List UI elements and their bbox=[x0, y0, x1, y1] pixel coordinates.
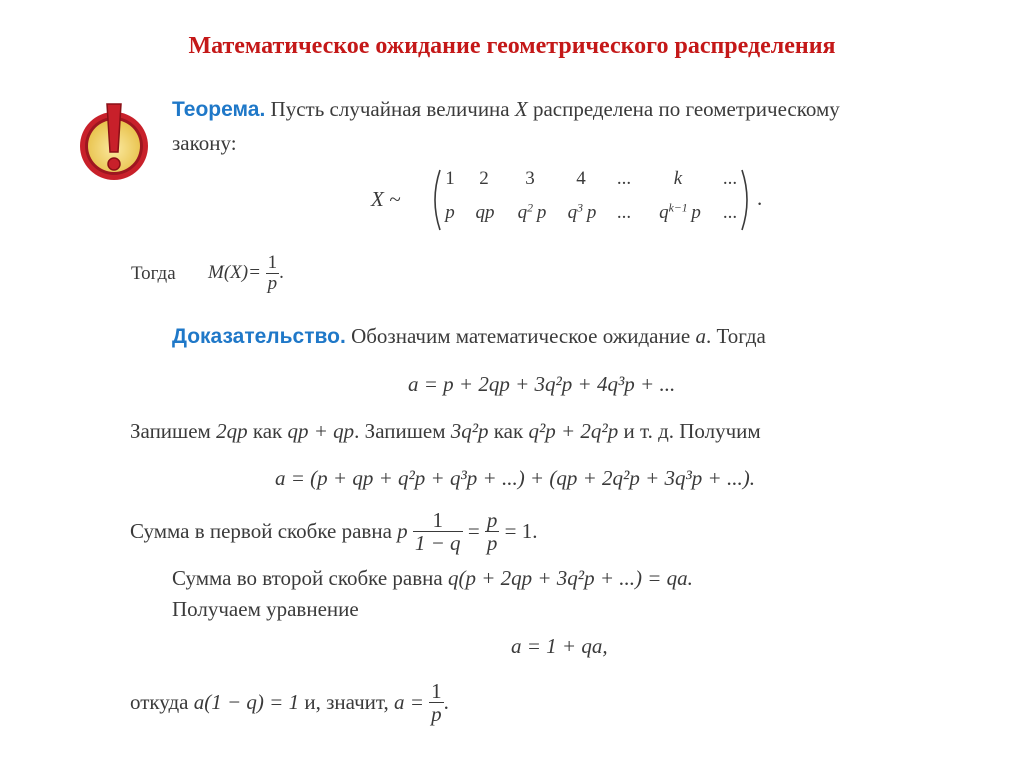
equation-1: a = p + 2qp + 3q²p + 4q³p + ... bbox=[408, 372, 676, 396]
theorem-text-2: распределена по геометрическому bbox=[532, 97, 840, 121]
proof-label: Доказательство. bbox=[172, 325, 346, 348]
proof-line-1: Доказательство. Обозначим математическое ожидание a. Тогда bbox=[172, 324, 766, 348]
theorem-label: Теорема. bbox=[172, 98, 266, 121]
row2-cell: ... bbox=[722, 202, 738, 223]
row2-cell: $q^3$ p bbox=[567, 201, 597, 223]
proof-line-2: Запишем 2qp как qp + qp. Запишем 3q²p как q²p + 2q²p и т. д. Получим bbox=[130, 419, 761, 443]
sum-first-line: Сумма в первой скобке равна p $\frac{1}{1 - q}$ = $\frac{p}{p}$ = 1. bbox=[130, 508, 538, 556]
row1-cell: k bbox=[673, 168, 683, 189]
theorem-text-1: Пусть случайная величина bbox=[270, 97, 510, 121]
dist-end: . bbox=[757, 186, 763, 210]
exclamation-warning-icon bbox=[78, 100, 150, 186]
equation-3: a = 1 + qa, bbox=[511, 634, 608, 658]
row1-cell: 4 bbox=[576, 168, 586, 189]
row2-cell: p bbox=[445, 202, 455, 223]
get-equation-text: Получаем уравнение bbox=[172, 597, 359, 621]
row2-cell: $q^{k-1}$ p bbox=[659, 201, 701, 223]
theorem-var-x: X bbox=[514, 97, 528, 121]
final-fraction: $\frac{1}{p}$ bbox=[431, 679, 442, 727]
row1-cell: ... bbox=[722, 168, 738, 189]
sum1-fraction: $\frac{1}{1 - q}$ bbox=[414, 508, 461, 556]
row1-cell: 1 bbox=[445, 168, 455, 189]
mean-formula: M(X)= $\frac{1}{p}$ . bbox=[208, 252, 284, 294]
row2-cell: qp bbox=[475, 202, 495, 223]
distribution-matrix bbox=[440, 168, 740, 232]
sum-second-line: Сумма во второй скобке равна q(p + 2qp + 3q²p + ...) = qa. bbox=[172, 566, 693, 590]
sum1-fraction-2: $\frac{p}{p}$ bbox=[486, 508, 498, 556]
theorem-line-1 bbox=[172, 97, 840, 122]
equation-2: a = (p + qp + q²p + q³p + ...) + (qp + 2q²p + 3q³p + ...). bbox=[275, 466, 755, 490]
dist-lhs: X ~ bbox=[371, 187, 401, 211]
final-line: откуда a(1 − q) = 1 и, значит, a = $\frac{1}{p}$ . bbox=[130, 679, 449, 727]
row1-cell: 2 bbox=[479, 168, 489, 189]
theorem-text-3: закону: bbox=[172, 131, 237, 155]
row1-cell: ... bbox=[616, 168, 632, 189]
row1-cell: 3 bbox=[525, 168, 535, 189]
slide-title: Математическое ожидание геометрического распределения bbox=[188, 33, 836, 59]
then-word: Тогда bbox=[131, 263, 176, 284]
mean-fraction: $\frac{1}{p}$ bbox=[267, 252, 278, 294]
row2-cell: ... bbox=[616, 202, 632, 223]
right-paren-icon bbox=[740, 168, 754, 232]
mean-lhs: M(X)= bbox=[208, 261, 261, 283]
row2-cell: $q^2$ p bbox=[517, 201, 547, 223]
